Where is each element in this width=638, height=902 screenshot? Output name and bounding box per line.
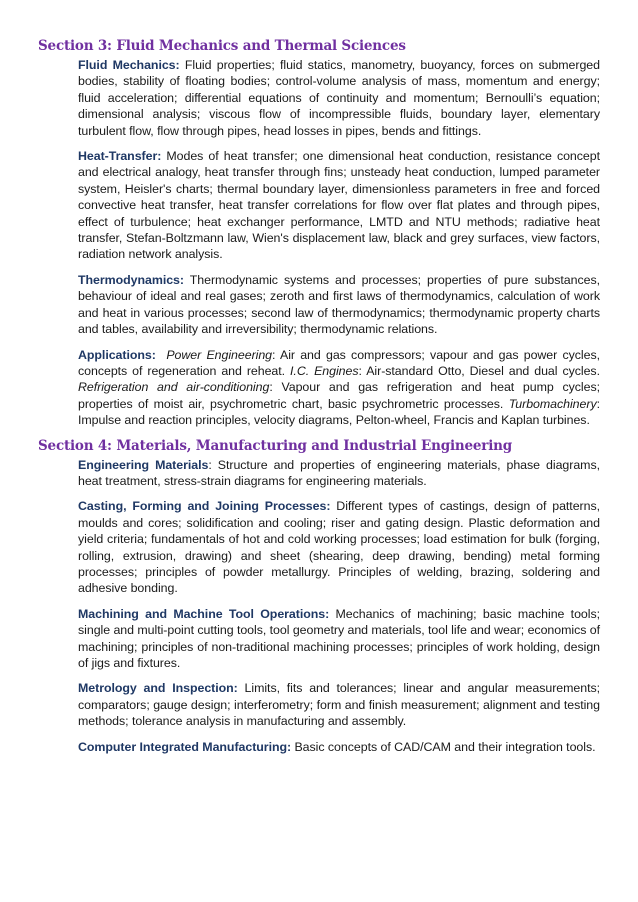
topic-title: Machining and Machine Tool Operations: — [78, 606, 330, 621]
topic-title: Fluid Mechanics: — [78, 58, 180, 72]
topic-text: Mechanics of machining; basic machine tools; single and multi-point cutting tools, tool geometry and materials, tool life and wear; economics of machining; principles of non-traditional machining processes; principles of work holding, design of jigs and fixtures. — [78, 606, 601, 670]
topic-title: Thermodynamics: — [78, 272, 184, 287]
subtopic-refrigeration: Refrigeration and air-conditioning — [78, 380, 270, 395]
topic-text: Basic concepts of CAD/CAM and their integration tools. — [291, 739, 596, 754]
topic-fluid-mechanics — [78, 57, 600, 139]
topic-casting-forming-joining — [78, 498, 600, 596]
topic-metrology — [78, 680, 600, 729]
topic-text: Different types of castings, design of patterns, moulds and cores; solidification and cooling; riser and gating design. Plastic deformation and yield criteria; fundamentals of hot and cold working processes; load estimation for bulk (forging, rolling, extrusion, drawing) and sheet (shearing, deep drawing, bending) metal forming processes; principles of powder metallurgy. Principles of welding, brazing, soldering and adhesive bonding. — [78, 499, 600, 596]
topic-title: Heat-Transfer: — [78, 149, 162, 164]
topic-thermodynamics — [78, 272, 600, 338]
subtopic-turbomachinery: Turbomachinery — [508, 396, 597, 411]
topic-title: Engineering Materials — [78, 457, 209, 472]
topic-machining — [78, 606, 600, 672]
topic-title: Applications: — [78, 347, 156, 362]
topic-text: Thermodynamic systems and processes; properties of pure substances, behaviour of ideal and real gases; zeroth and first laws of thermodynamics, calculation of work and heat in various processes; second law of thermodynamics; thermodynamic property charts and tables, availability and irreversibility; thermodynamic relations. — [78, 272, 600, 337]
topic-applications — [78, 347, 600, 429]
topic-text: : Structure and properties of engineering materials, phase diagrams, heat treatment, stress-strain diagrams for engineering materials. — [78, 457, 600, 488]
topic-text-part: : Air and gas compressors; vapour and gas power cycles, concepts of regeneration and reheat. — [78, 347, 600, 378]
topic-cim — [78, 739, 600, 755]
topic-text-part: : Impulse and reaction principles, velocity diagrams, Pelton-wheel, Francis and Kaplan turbines. — [78, 396, 600, 428]
topic-title: Metrology and Inspection: — [78, 681, 238, 696]
topic-text: Fluid properties; fluid statics, manometry, buoyancy, forces on submerged bodies, stability of floating bodies; control-volume analysis of mass, momentum and energy; fluid acceleration; differential equations of continuity and momentum; Bernoulli’s equation; dimensional analysis; viscous flow of incompressible fluids, boundary layer, elementary turbulent flow, flow through pipes, head losses in pipes, bends and fittings. — [78, 58, 600, 138]
section-4-heading: Section 4: Materials, Manufacturing and Industrial Engineering — [38, 437, 512, 454]
topic-title: Casting, Forming and Joining Processes: — [78, 499, 331, 514]
subtopic-ic-engines: I.C. Engines — [290, 363, 359, 378]
topic-title: Computer Integrated Manufacturing: — [78, 739, 292, 754]
subtopic-power-engineering: Power Engineering — [166, 347, 273, 362]
topic-text-part — [156, 348, 167, 362]
topic-heat-transfer — [78, 148, 600, 263]
topic-text: Modes of heat transfer; one dimensional heat conduction, resistance concept and electrical analogy, heat transfer through fins; unsteady heat conduction, lumped parameter system, Heisler's charts; thermal boundary layer, dimensionless parameters in free and forced convective heat transfer, heat transfer correlations for flow over flat plates and through pipes, effect of turbulence; heat exchanger performance, LMTD and NTU methods; radiative heat transfer, Stefan-Boltzmann law, Wien's displacement law, black and grey surfaces, view factors, radiation network analysis. — [78, 149, 600, 262]
topic-text: Limits, fits and tolerances; linear and angular measurements; comparators; gauge design; interferometry; form and finish measurement; alignment and testing methods; tolerance analysis in manufacturing and assembly. — [78, 681, 600, 729]
topic-engineering-materials — [78, 457, 600, 490]
section-3-heading: Section 3: Fluid Mechanics and Thermal Sciences — [38, 38, 406, 54]
topic-text-part: : Vapour and gas refrigeration and heat pump cycles; properties of moist air, psychrometric chart, basic psychrometric processes. — [78, 380, 600, 411]
topic-text-part: : Air-standard Otto, Diesel and dual cycles. — [358, 363, 600, 378]
